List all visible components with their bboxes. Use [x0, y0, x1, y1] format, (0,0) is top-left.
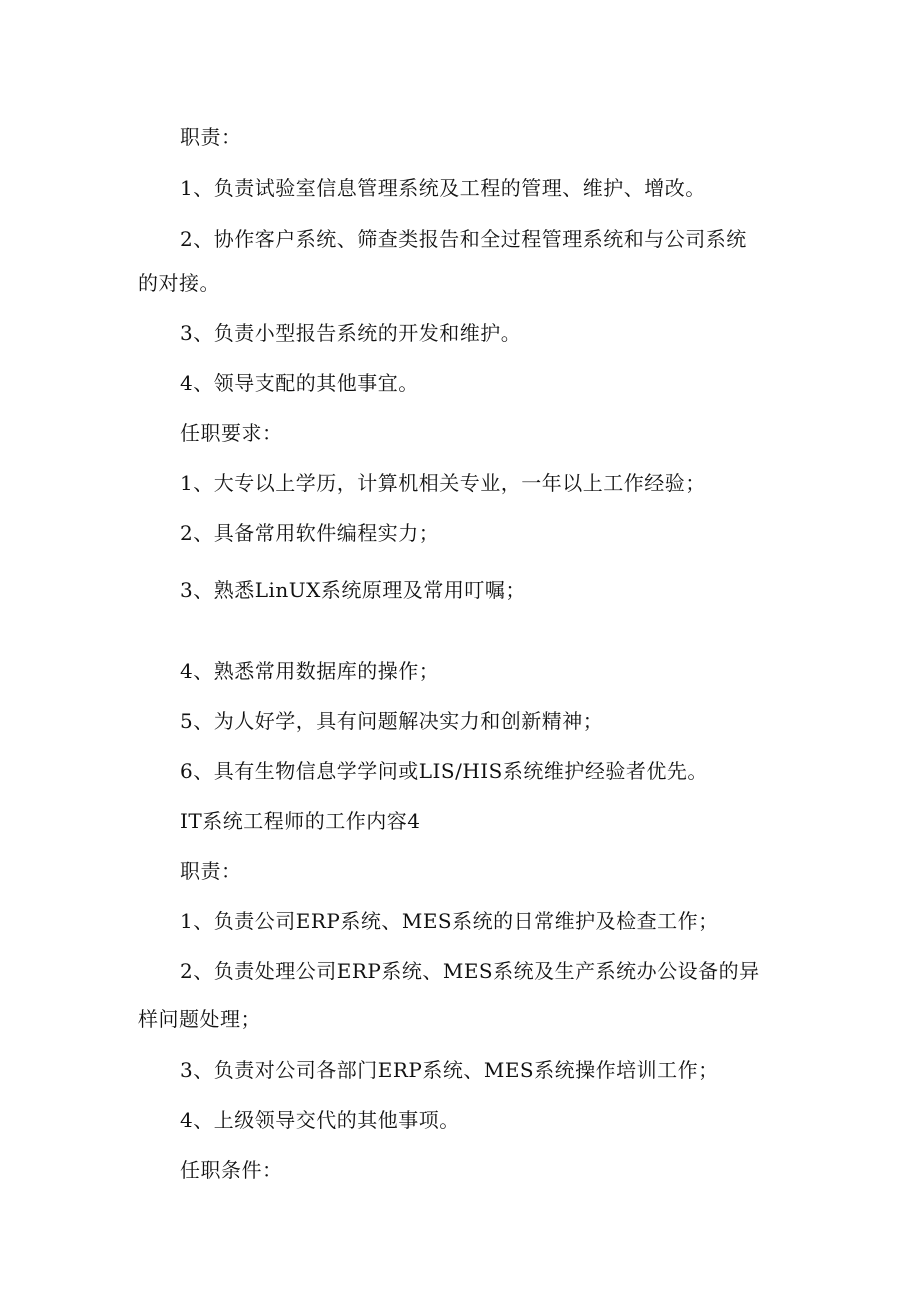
duty2-item-3: 3、负责对公司各部门ERP系统、MES系统操作培训工作；: [180, 1058, 719, 1082]
requirement-item-3: 3、熟悉LinUX系统原理及常用叮嘱；: [180, 578, 526, 602]
duty2-item-2-continued: 样问题处理；: [138, 1007, 261, 1031]
section-title: IT系统工程师的工作内容4: [180, 809, 421, 833]
duty2-item-4: 4、上级领导交代的其他事项。: [180, 1108, 460, 1132]
duty2-item-2: 2、负责处理公司ERP系统、MES系统及生产系统办公设备的异: [180, 959, 760, 983]
duty-item-1: 1、负责试验室信息管理系统及工程的管理、维护、增改。: [180, 176, 706, 200]
duty2-item-1: 1、负责公司ERP系统、MES系统的日常维护及检查工作；: [180, 909, 719, 933]
duty-item-2: 2、协作客户系统、筛查类报告和全过程管理系统和与公司系统: [180, 227, 747, 251]
heading-requirements: 任职要求：: [180, 421, 283, 445]
duty-item-2-continued: 的对接。: [138, 271, 220, 295]
requirement-item-1: 1、大专以上学历，计算机相关专业，一年以上工作经验；: [180, 471, 706, 495]
requirement-item-2: 2、具备常用软件编程实力；: [180, 521, 440, 545]
heading-duties-2: 职责：: [180, 859, 242, 883]
duty-item-4: 4、领导支配的其他事宜。: [180, 371, 419, 395]
requirement-item-5: 5、为人好学，具有问题解决实力和创新精神；: [180, 709, 604, 733]
heading-qualifications: 任职条件：: [180, 1158, 283, 1182]
requirement-item-4: 4、熟悉常用数据库的操作；: [180, 659, 440, 683]
duty-item-3: 3、负责小型报告系统的开发和维护。: [180, 321, 522, 345]
heading-duties: 职责：: [180, 125, 242, 149]
requirement-item-6: 6、具有生物信息学学问或LIS/HIS系统维护经验者优先。: [180, 759, 708, 783]
